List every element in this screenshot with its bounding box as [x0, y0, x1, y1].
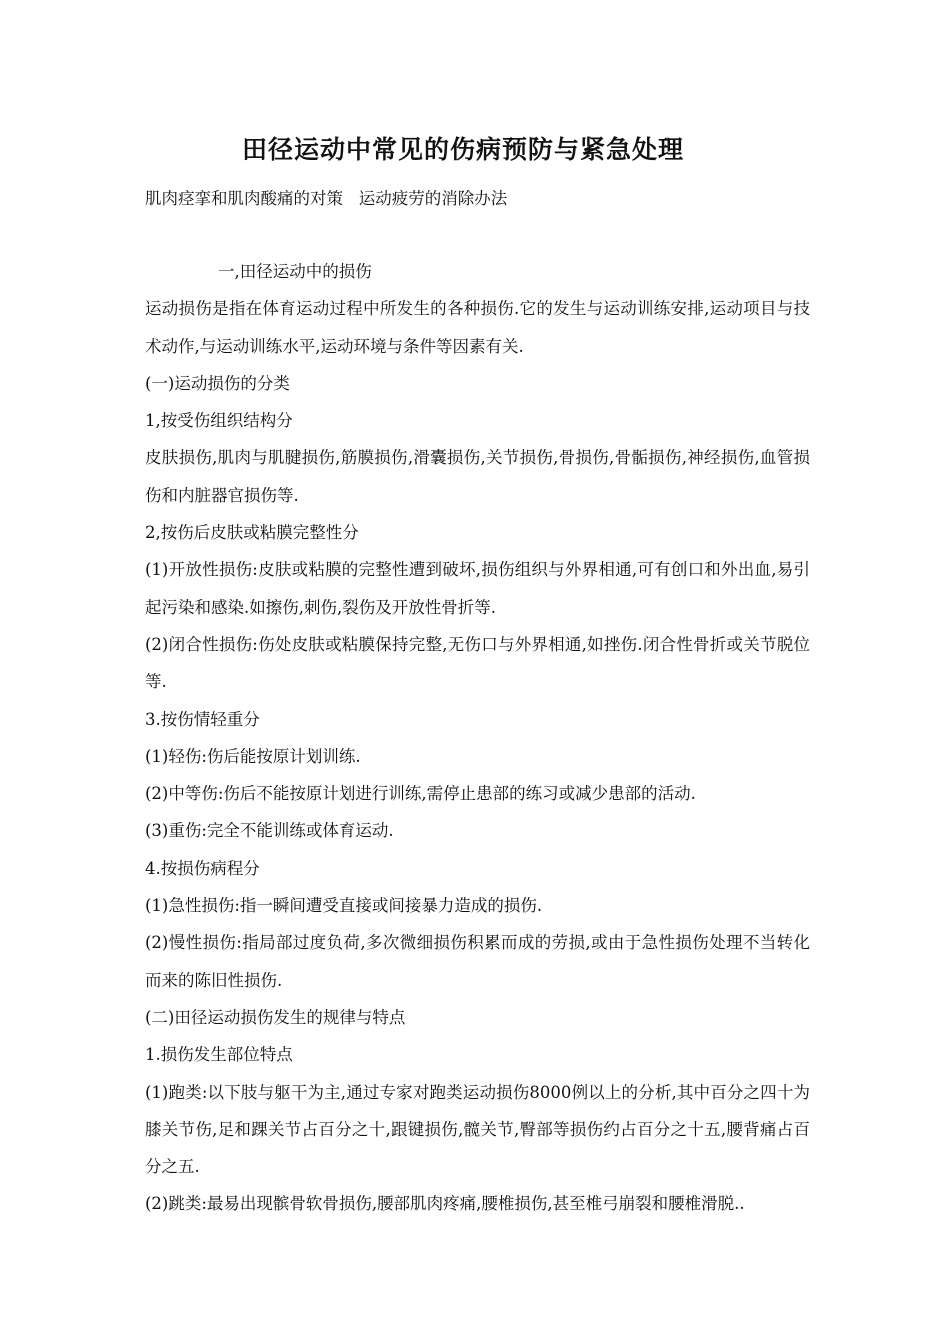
paragraph: 皮肤损伤,肌肉与肌腱损伤,筋膜损伤,滑囊损伤,关节损伤,骨损伤,骨骺损伤,神经损伤,血管损伤和内脏器官损伤等. — [145, 448, 810, 505]
document-subtitle: 肌肉痉挛和肌肉酸痛的对策 运动疲劳的消除办法 — [145, 189, 508, 208]
list-heading: 3.按伤情轻重分 — [145, 709, 260, 729]
paragraph: (1)急性损伤:指一瞬间遭受直接或间接暴力造成的损伤. — [145, 896, 543, 916]
list-heading: 1.损伤发生部位特点 — [145, 1045, 293, 1065]
subsection-heading: (一)运动损伤的分类 — [145, 373, 290, 393]
subsection-heading: (二)田径运动损伤发生的规律与特点 — [145, 1007, 406, 1027]
document-title: 田径运动中常见的伤病预防与紧急处理 — [241, 135, 684, 164]
paragraph: (1)跑类:以下肢与躯干为主,通过专家对跑类运动损伤8000例以上的分析,其中百分之四十为膝关节伤,足和踝关节占百分之十,跟键损伤,髋关节,臀部等损伤约占百分之十五,腰背痛占百分之五. — [145, 1082, 810, 1177]
document-body — [145, 253, 810, 1223]
paragraph: (2)跳类:最易出现髌骨软骨损伤,腰部肌肉疼痛,腰椎损伤,甚至椎弓崩裂和腰椎滑脱.. — [145, 1194, 745, 1214]
list-heading: 2,按伤后皮肤或粘膜完整性分 — [145, 523, 359, 543]
paragraph: (1)开放性损伤:皮肤或粘膜的完整性遭到破坏,损伤组织与外界相通,可有创口和外出血,易引起污染和感染.如擦伤,刺伤,裂伤及开放性骨折等. — [145, 560, 810, 617]
paragraph: (1)轻伤:伤后能按原计划训练. — [145, 746, 361, 766]
paragraph: (3)重伤:完全不能训练或体育运动. — [145, 821, 394, 841]
paragraph: (2)中等伤:伤后不能按原计划进行训练,需停止患部的练习或减少患部的活动. — [145, 784, 696, 804]
paragraph: 运动损伤是指在体育运动过程中所发生的各种损伤.它的发生与运动训练安排,运动项目与技术动作,与运动训练水平,运动环境与条件等因素有关. — [145, 299, 810, 356]
paragraph: (2)闭合性损伤:伤处皮肤或粘膜保持完整,无伤口与外界相通,如挫伤.闭合性骨折或关节脱位等. — [145, 634, 810, 692]
section-heading: 一,田径运动中的损伤 — [218, 262, 372, 281]
list-heading: 4.按损伤病程分 — [145, 858, 260, 878]
paragraph: (2)慢性损伤:指局部过度负荷,多次微细损伤积累而成的劳损,或由于急性损伤处理不当转化而来的陈旧性损伤. — [145, 933, 810, 990]
list-heading: 1,按受伤组织结构分 — [145, 411, 293, 431]
